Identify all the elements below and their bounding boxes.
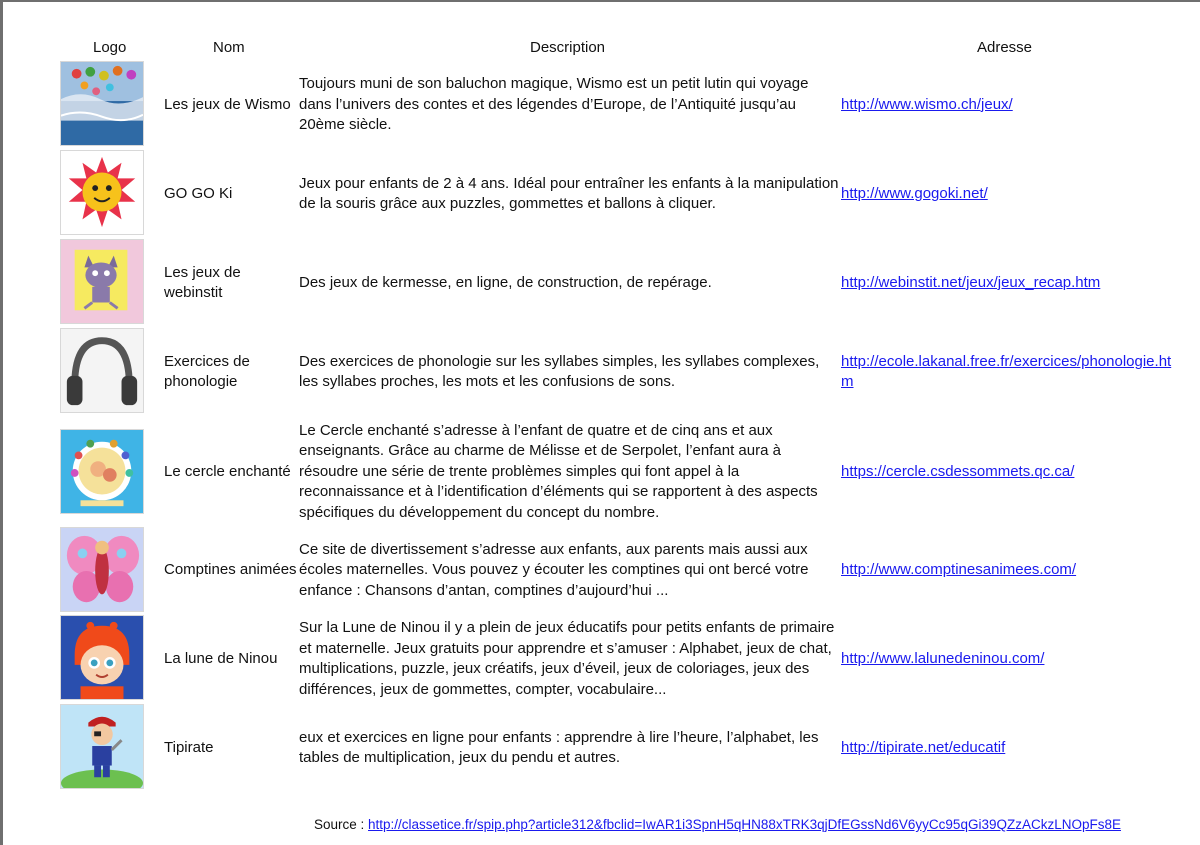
row-description: Des exercices de phonologie sur les syllabes simples, les syllabes complexes, les syllabes proches, les mots et les confusions de sons. [299, 352, 820, 390]
source-link[interactable]: http://classetice.fr/spip.php?article312&fbclid=IwAR1i3SpnH5qHN88xTRK3qjDfEGssNd6V6yyCc95qGi39QZzACkzLNOpFs8E [368, 817, 1121, 832]
document-page [3, 2, 1200, 845]
row-nom: Comptines animées [164, 561, 297, 579]
row-adresse [841, 150, 1181, 238]
header-logo: Logo [93, 39, 127, 56]
site-link[interactable]: http://www.lalunedeninou.com/ [841, 649, 1045, 667]
header-nom: Nom [213, 39, 245, 56]
wismo-balloons-icon [60, 61, 144, 146]
sun-icon [60, 150, 144, 235]
site-link[interactable]: http://www.gogoki.net/ [841, 184, 988, 202]
enchanted-circle-icon [60, 429, 144, 514]
cat-character-icon [60, 239, 144, 324]
row-nom: Les jeux de webinstit [164, 263, 241, 301]
source-label: Source : [314, 817, 369, 832]
table-row [3, 61, 1200, 149]
table-row [3, 328, 1200, 416]
row-description: Toujours muni de son baluchon magique, Wismo est un petit lutin qui voyage dans l’univers des contes et des légendes d’Europe, de l’Antiquité jusqu’au 20ème siècle. [299, 75, 809, 134]
ninou-character-icon [60, 615, 144, 700]
row-nom: Les jeux de Wismo [164, 95, 291, 113]
table-row [3, 417, 1200, 527]
row-adresse [841, 328, 1181, 416]
site-link[interactable]: http://www.comptinesanimees.com/ [841, 561, 1077, 579]
row-nom: Le cercle enchanté [164, 462, 291, 480]
butterfly-icon [60, 527, 144, 612]
row-adresse [841, 61, 1181, 149]
row-nom: Tipirate [164, 738, 214, 756]
row-description: Ce site de divertissement s’adresse aux enfants, aux parents mais aussi aux écoles maternelles. Vous pouvez y écouter les comptines qui ont bercé votre enfance : Chansons d’antan, comptines d’aujourd’hui ... [299, 540, 809, 599]
row-adresse [841, 417, 1181, 527]
site-link[interactable]: http://www.wismo.ch/jeux/ [841, 95, 1013, 113]
source-line [314, 817, 1121, 832]
table-row [3, 527, 1200, 614]
row-nom: GO GO Ki [164, 184, 233, 202]
site-link[interactable]: https://cercle.csdessommets.qc.ca/ [841, 462, 1075, 480]
header-description: Description [530, 39, 606, 56]
site-link[interactable]: http://tipirate.net/educatif [841, 738, 1006, 756]
pirate-icon [60, 704, 144, 789]
headphones-icon [60, 328, 144, 413]
row-nom: Exercices de phonologie [164, 352, 250, 390]
row-adresse [841, 704, 1181, 792]
row-adresse [841, 615, 1181, 703]
row-adresse [841, 527, 1181, 614]
row-description: Des jeux de kermesse, en ligne, de construction, de repérage. [299, 273, 712, 291]
site-link[interactable]: http://ecole.lakanal.free.fr/exercices/phonologie.htm [841, 352, 1172, 390]
table-row [3, 704, 1200, 792]
row-description: Sur la Lune de Ninou il y a plein de jeux éducatifs pour petits enfants de primaire et maternelle. Jeux gratuits pour apprendre et s’amuser : Alphabet, jeux de chat, multiplications, puzzle, jeux créatifs, jeux d’éveil, jeux de coloriages, jeux des différences, jeux de gommettes, compter, vocabulaire... [299, 619, 835, 698]
table-row [3, 239, 1200, 327]
row-description: Le Cercle enchanté s’adresse à l’enfant de quatre et de cinq ans et aux enseignants. Grâce au charme de Mélisse et de Serpolet, l’enfant aura à résoudre une série de trente problèmes simples qui font appel à la reconnaissance et à l’identification d’éléments qui se rapportent à des aspects spécifiques du développement du concept du nombre. [299, 421, 818, 521]
site-link[interactable]: http://webinstit.net/jeux/jeux_recap.htm [841, 273, 1101, 291]
table-row [3, 150, 1200, 238]
row-adresse [841, 239, 1181, 327]
row-nom: La lune de Ninou [164, 649, 278, 667]
row-description: eux et exercices en ligne pour enfants : apprendre à lire l’heure, l’alphabet, les tables de multiplication, jeux du pendu et autres. [299, 728, 819, 766]
table-row [3, 615, 1200, 703]
header-adresse: Adresse [977, 39, 1033, 56]
row-description: Jeux pour enfants de 2 à 4 ans. Idéal pour entraîner les enfants à la manipulation de la souris grâce aux puzzles, gommettes et ballons à cliquer. [299, 174, 839, 212]
